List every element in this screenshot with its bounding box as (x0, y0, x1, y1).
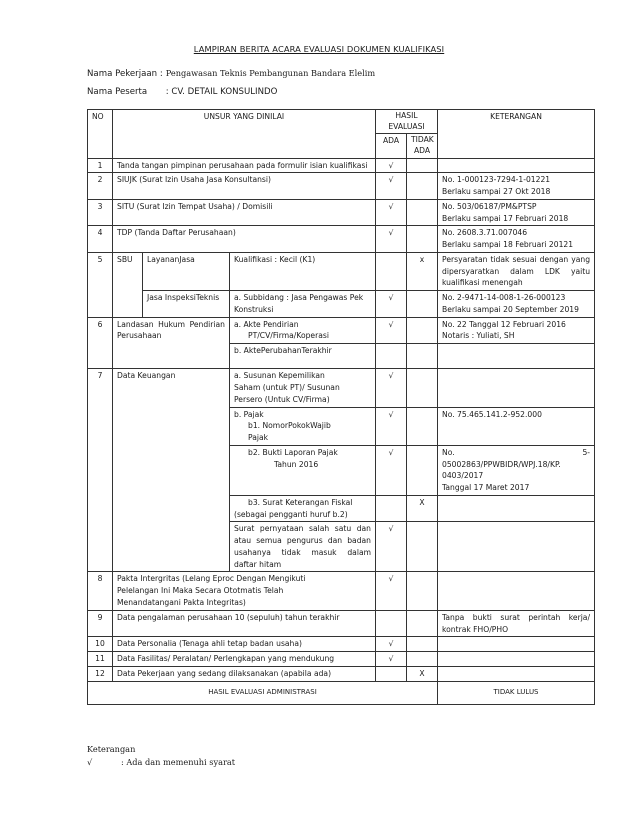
row-item: Data Personalia (Tenaga ahli tetap badan usaha) (113, 637, 376, 652)
footnote-title: Keterangan (87, 744, 136, 754)
header-tidak-ada: TIDAK ADA (407, 134, 438, 158)
row-ket-line: No. 22 Tanggal 12 Februari 2016 (442, 319, 566, 329)
row-ada (376, 666, 407, 681)
header-hasil: HASIL EVALUASI (376, 110, 438, 134)
ket-no-label: No. (442, 447, 455, 457)
row-ada: √ (376, 199, 407, 226)
row-tidak (407, 158, 438, 173)
row-ada (376, 495, 407, 522)
table-row (88, 666, 595, 681)
row-subitem (230, 495, 376, 522)
row-item: SIUJK (Surat Izin Usaha Jasa Konsultansi) (113, 173, 376, 200)
evaluation-table (87, 109, 595, 705)
row-ket: No. 75.465.141.2-952.000 (438, 407, 595, 445)
row-subitem: Surat pernyataan salah satu dan atau semua pengurus dan badan usahanya tidak masuk dalam daftar hitam (230, 522, 376, 572)
row-ada (376, 344, 407, 369)
row-ket (438, 652, 595, 667)
row-tidak (407, 199, 438, 226)
row-no: 1 (88, 158, 113, 173)
row-ket (438, 173, 595, 200)
row-ket-line: No. 2-9471-14-008-1-26-000123 (442, 293, 566, 303)
row-ket-line: Berlaku sampai 20 September 2019 (442, 304, 579, 314)
footnote-line (87, 757, 235, 767)
subitem-line: PT/CV/Firma/Koperasi (248, 331, 329, 341)
row-ket-line: Tanggal 17 Maret 2017 (442, 483, 530, 493)
footnote-symbol: √ (87, 757, 93, 767)
row-tidak (407, 369, 438, 407)
row-ket (438, 226, 595, 253)
header-no: NO (88, 110, 113, 159)
row-ket (438, 445, 595, 495)
footnote-text: : Ada dan memenuhi syarat (121, 757, 236, 767)
row-ket-line: Berlaku sampai 17 Februari 2018 (442, 213, 569, 223)
row-no: 10 (88, 637, 113, 652)
row-ket-line: No. 1-000123-7294-1-01221 (442, 175, 551, 185)
row-ada: √ (376, 369, 407, 407)
row-ada: √ (376, 317, 407, 344)
row-item: Data Fasilitas/ Peralatan/ Perlengkapan yang mendukung (113, 652, 376, 667)
row-no: 9 (88, 610, 113, 637)
row-tidak (407, 652, 438, 667)
row-no: 12 (88, 666, 113, 681)
row-ket (438, 199, 595, 226)
row-ada (376, 252, 407, 290)
row-subitem (230, 407, 376, 445)
subitem-line: b1. NomorPokokWajib (248, 421, 331, 431)
row-tidak (407, 610, 438, 637)
table-row (88, 291, 595, 318)
participant-line (87, 87, 277, 97)
row-no: 7 (88, 369, 113, 572)
row-subitem: b. AktePerubahanTerakhir (230, 344, 376, 369)
row-tidak (407, 291, 438, 318)
row-item: Data Keuangan (113, 369, 230, 572)
row-ada: √ (376, 158, 407, 173)
row-item: Landasan Hukum Pendirian Perusahaan (113, 317, 230, 369)
row-tidak (407, 445, 438, 495)
row-ket-line: Notaris : Yuliati, SH (442, 331, 515, 341)
row-ada: √ (376, 407, 407, 445)
row-item: Data Pekerjaan yang sedang dilaksanakan (apabila ada) (113, 666, 376, 681)
row-no: 3 (88, 199, 113, 226)
sbu-category: LayananJasa (143, 252, 230, 290)
row-ket (438, 522, 595, 572)
row-ket: Persyaratan tidak sesuai dengan yang dipersyaratkan dalam LDK yaitu kualifikasi menengah (438, 252, 595, 290)
row-no: 8 (88, 572, 113, 610)
table-row (88, 610, 595, 637)
row-tidak (407, 317, 438, 344)
row-ket (438, 291, 595, 318)
ket-no-value: 5- (582, 447, 591, 457)
summary-row (88, 681, 595, 704)
sbu-detail: a. Subbidang : Jasa Pengawas Pek Konstruksi (230, 291, 376, 318)
row-item: Data pengalaman perusahaan 10 (sepuluh) tahun terakhir (113, 610, 376, 637)
row-subitem (230, 445, 376, 495)
subitem-line: Saham (untuk PT)/ Susunan (234, 382, 340, 392)
row-tidak (407, 173, 438, 200)
row-tidak: X (407, 666, 438, 681)
row-item: SITU (Surat Izin Tempat Usaha) / Domisili (113, 199, 376, 226)
row-tidak (407, 344, 438, 369)
row-ada: √ (376, 572, 407, 610)
table-header-row (88, 110, 595, 134)
row-subitem (230, 369, 376, 407)
row-ket-line (442, 447, 590, 459)
summary-label: HASIL EVALUASI ADMINISTRASI (88, 681, 438, 704)
row-ket-line: No. 2608.3.71.007046 (442, 228, 528, 238)
subitem-line: (sebagai pengganti huruf b.2) (234, 509, 348, 519)
row-item: SBU (113, 252, 143, 317)
job-name-line (87, 68, 375, 79)
table-row (88, 173, 595, 200)
header-keterangan: KETERANGAN (438, 110, 595, 159)
subitem-line: Tahun 2016 (274, 459, 319, 469)
row-ket (438, 666, 595, 681)
job-value: Pengawasan Teknis Pembangunan Bandara Elelim (165, 68, 376, 78)
sbu-detail: Kualifikasi : Kecil (K1) (230, 252, 376, 290)
row-tidak (407, 572, 438, 610)
row-tidak: x (407, 252, 438, 290)
row-item: Tanda tangan pimpinan perusahaan pada formulir isian kualifikasi (113, 158, 376, 173)
header-unsur: UNSUR YANG DINILAI (113, 110, 376, 159)
row-tidak: X (407, 495, 438, 522)
table-row (88, 572, 595, 610)
table-row (88, 158, 595, 173)
row-ket (438, 317, 595, 344)
row-ada (376, 610, 407, 637)
row-ket-line: Berlaku sampai 18 Februari 20121 (442, 240, 574, 250)
table-row (88, 199, 595, 226)
row-no: 2 (88, 173, 113, 200)
participant-label: Nama Peserta (87, 87, 148, 97)
row-ket (438, 369, 595, 407)
row-item: Pakta Intergritas (Lelang Eproc Dengan Mengikuti Pelelangan Ini Maka Secara Ototmatis Telah Menandatangani Pakta Integritas) (113, 572, 376, 610)
subitem-line: a. Akte Pendirian (234, 319, 299, 329)
row-ada: √ (376, 291, 407, 318)
table-row (88, 226, 595, 253)
row-no: 5 (88, 252, 113, 317)
row-subitem (230, 317, 376, 344)
row-ada: √ (376, 445, 407, 495)
row-no: 11 (88, 652, 113, 667)
row-ada: √ (376, 522, 407, 572)
row-ada: √ (376, 652, 407, 667)
row-ada: √ (376, 637, 407, 652)
subitem-line: a. Susunan Kepemilikan (234, 371, 325, 381)
subitem-line: b2. Bukti Laporan Pajak (248, 447, 338, 457)
row-ket-line: 05002863/PPWBIDR/WPJ.18/KP. (442, 459, 561, 469)
row-ada: √ (376, 226, 407, 253)
table-row (88, 317, 595, 344)
row-tidak (407, 407, 438, 445)
row-no: 6 (88, 317, 113, 369)
table-row (88, 652, 595, 667)
row-ket (438, 495, 595, 522)
row-ada: √ (376, 173, 407, 200)
row-ket-line: 0403/2017 (442, 471, 484, 481)
sbu-category: Jasa InspeksiTeknis (143, 291, 230, 318)
job-label: Nama Pekerjaan : (87, 69, 163, 79)
row-ket-line: No. 503/06187/PM&PTSP (442, 201, 537, 211)
table-row (88, 369, 595, 407)
row-ket (438, 344, 595, 369)
row-tidak (407, 522, 438, 572)
row-ket (438, 572, 595, 610)
row-item: TDP (Tanda Daftar Perusahaan) (113, 226, 376, 253)
document-title: LAMPIRAN BERITA ACARA EVALUASI DOKUMEN KUALIFIKASI (193, 44, 445, 54)
row-ket-line: Berlaku sampai 27 Okt 2018 (442, 187, 551, 197)
participant-value: : CV. DETAIL KONSULINDO (165, 87, 278, 97)
row-ket (438, 158, 595, 173)
table-row (88, 637, 595, 652)
row-ket: Tanpa bukti surat perintah kerja/ kontrak FHO/PHO (438, 610, 595, 637)
header-ada: ADA (376, 134, 407, 158)
row-no: 4 (88, 226, 113, 253)
row-tidak (407, 226, 438, 253)
subitem-line: Pajak (248, 433, 269, 443)
summary-result: TIDAK LULUS (438, 681, 595, 704)
subitem-line: Persero (Untuk CV/Firma) (234, 394, 330, 404)
subitem-line: b. Pajak (234, 409, 264, 419)
row-tidak (407, 637, 438, 652)
row-ket (438, 637, 595, 652)
subitem-line: b3. Surat Keterangan Fiskal (248, 497, 353, 507)
table-row (88, 252, 595, 290)
